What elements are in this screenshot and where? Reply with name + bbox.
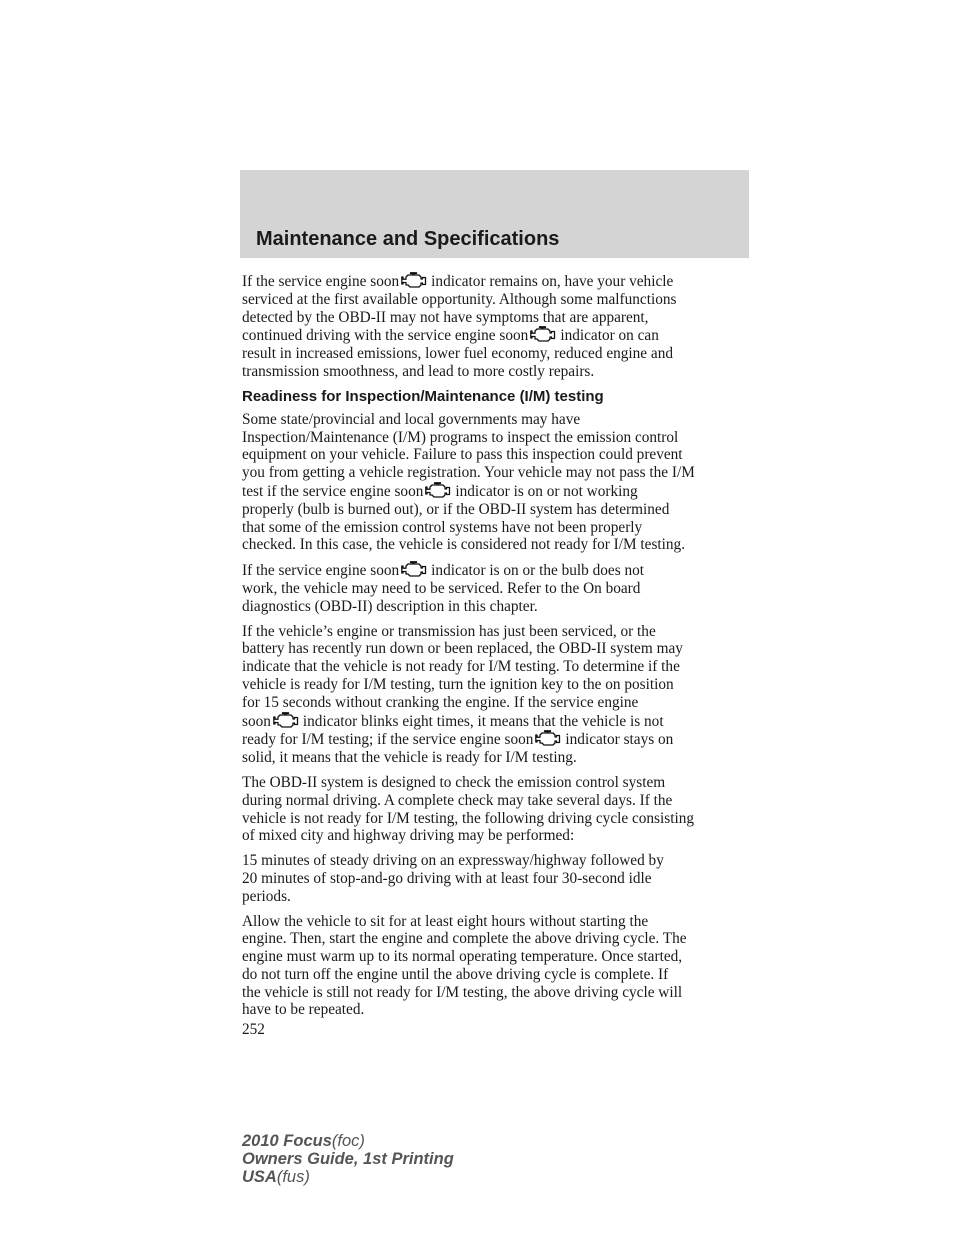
paragraph-driving-cycle: The OBD-II system is designed to check the emission control system during normal driving. A complete check may take several days. If the vehicle is not ready for I/M testing, the following driving cycle consisting of mixed city and highway driving may be performed: [242,773,695,845]
footer-market-code: (fus) [276,1168,310,1186]
check-engine-icon [535,730,561,747]
footer-guide: Owners Guide, 1st Printing [242,1150,454,1168]
paragraph-cycle-steps: 15 minutes of steady driving on an expressway/highway followed by 20 minutes of stop-and-go driving with at least four 30-second idle periods. [242,852,664,905]
document-footer [242,1132,454,1186]
check-engine-icon [401,561,427,578]
paragraph-im-programs: Some state/provincial and local governments may have Inspection/Maintenance (I/M) programs to inspect the emission control equipment on your vehicle. Failure to pass this inspection could prevent you from getting a vehicle registration. Your vehicle may not pass the I/M test if the service engine soon indicator is on or not working properly (bulb is burned out), or if the OBD-II system has determined that some of the emission control systems have not been properly checked. In this case, the vehicle is considered not ready for I/M testing. [242,410,695,554]
footer-model: 2010 Focus [242,1132,332,1150]
check-engine-icon [425,482,451,499]
check-engine-icon [401,272,427,289]
page-content [242,272,757,1039]
page-number: 252 [242,1021,265,1039]
check-engine-icon [530,326,556,343]
check-engine-icon [273,712,299,729]
paragraph-bulb-not-working: If the service engine soon indicator is on or the bulb does not work, the vehicle may need to be serviced. Refer to the On board diagnostics (OBD-II) description in this chapter. [242,562,645,615]
footer-market: USA [242,1168,277,1186]
paragraph-recently-serviced: If the vehicle’s engine or transmission has just been serviced, or the battery has recently run down or been replaced, the OBD-II system may indicate that the vehicle is not ready for I/M testing. To determine if the vehicle is ready for I/M testing, turn the ignition key to the on position for 15 seconds without cranking the engine. If the service engine soon indicator blinks eight times, it means that the vehicle is not ready for I/M testing; if the service engine soon indicator stays on solid, it means that the vehicle is ready for I/M testing. [242,622,683,767]
section-title: Maintenance and Specifications [256,228,560,250]
paragraph-sit-eight-hours: Allow the vehicle to sit for at least eight hours without starting the engine. Then, start the engine and complete the above driving cycle. The engine must warm up to its normal operating temperature. Once started, do not turn off the engine until the above driving cycle is complete. If the vehicle is still not ready for I/M testing, the above driving cycle will have to be repeated. [242,912,687,1019]
footer-model-code: (foc) [331,1132,365,1150]
paragraph-service-engine-soon: If the service engine soon indicator remains on, have your vehicle serviced at the first available opportunity. Although some malfunctions detected by the OBD-II may not have symptoms that are apparent, continued driving with the service engine soon indicator on can result in increased emissions, lower fuel economy, reduced engine and transmission smoothness, and lead to more costly repairs. [242,273,677,380]
subheading-readiness: Readiness for Inspection/Maintenance (I/M) testing [242,387,604,405]
